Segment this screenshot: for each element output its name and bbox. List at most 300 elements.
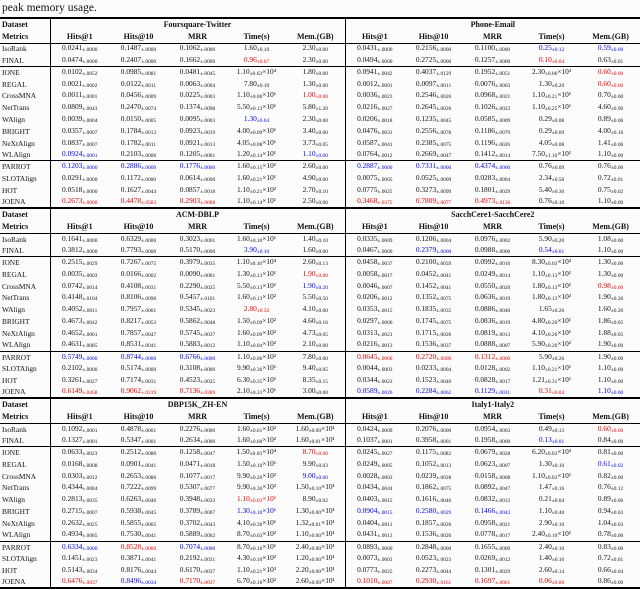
metric-cell <box>463 351 522 363</box>
metric-cell <box>522 459 581 471</box>
metric-std: ±0.00 <box>610 580 624 587</box>
metric-value: 0.60 <box>597 78 611 88</box>
metric-std: ±.0053 <box>141 319 157 326</box>
metric-cell <box>227 161 286 173</box>
dataset-title: DBP15K_ZH-EN <box>167 400 228 410</box>
metric-cell <box>168 245 227 257</box>
metric-exponent: ×10⁴ <box>262 447 277 457</box>
metric-std: ±.0000 <box>377 545 393 552</box>
metric-cell <box>286 173 345 185</box>
metric-std: ±.0023 <box>200 308 216 315</box>
metric-std: ±0.06 <box>315 200 328 207</box>
metric-cell <box>50 257 109 269</box>
metric-cell <box>404 482 463 494</box>
metric-std: ±.0013 <box>436 462 452 469</box>
metric-std: ±.0047 <box>495 486 511 493</box>
metric-cell <box>463 387 522 399</box>
metric-value: 7.80 <box>302 351 316 361</box>
results-table <box>0 17 640 589</box>
metric-value: 0.86 <box>597 576 611 586</box>
method-label: SLOTAlign <box>0 173 50 185</box>
metric-cell <box>50 233 109 245</box>
metric-std: ±.0017 <box>377 272 393 279</box>
metric-value: 0.5347 <box>120 435 142 445</box>
metric-value: 0.61 <box>597 458 611 468</box>
metric-std: ±.0000 <box>495 47 511 54</box>
metric-cell <box>581 553 640 565</box>
metric-cell <box>404 565 463 577</box>
metric-std: ±.0037 <box>200 331 216 338</box>
metric-cell <box>404 541 463 553</box>
metric-value: 0.0589 <box>357 386 378 396</box>
metric-value: 0.7857 <box>120 327 142 337</box>
metric-cell <box>581 328 640 340</box>
metric-value: 0.2930 <box>415 576 437 586</box>
metric-value: 0.0403 <box>357 494 378 504</box>
metric-value: 1.10 <box>236 339 250 349</box>
metric-std: ±.0077 <box>200 486 216 493</box>
metric-cell <box>404 577 463 589</box>
metric-std: ±.0015 <box>377 498 393 505</box>
column-header: Mem.(GB) <box>592 31 629 41</box>
metric-value: 0.5457 <box>179 292 201 302</box>
column-header: Hits@10 <box>418 221 449 231</box>
metric-cell <box>168 435 227 447</box>
metric-std: ±.0003 <box>377 367 393 374</box>
metric-std: ±0.00 <box>610 533 624 540</box>
metric-value: 4.80 <box>531 315 545 325</box>
metric-cell <box>50 351 109 363</box>
corner-dataset-label: Dataset <box>0 398 50 411</box>
metric-std: ±.0044 <box>141 188 157 195</box>
metric-value: 0.1801 <box>474 184 496 194</box>
method-label: IONE <box>0 447 50 459</box>
metric-value: 0.29 <box>538 113 552 123</box>
metric-cell <box>522 185 581 197</box>
metric-std: ±.0000 <box>436 47 452 54</box>
metric-value: 0.2515 <box>62 257 83 267</box>
metric-value: 0.2886 <box>120 161 142 171</box>
metric-std: ±1.10 <box>544 153 558 160</box>
table-row <box>0 90 640 102</box>
metric-std: ±0.00 <box>610 451 624 458</box>
metric-value: 0.10 <box>538 54 552 64</box>
metric-cell <box>522 196 581 208</box>
metric-cell <box>109 328 168 340</box>
metric-std: ±0.00 <box>610 474 624 481</box>
metric-value: 1.10 <box>597 149 611 159</box>
metric-std: ±.0000 <box>141 367 157 374</box>
metric-std: ±.0000 <box>82 545 98 552</box>
metric-exponent: ×10¹ <box>262 541 277 551</box>
metric-std: ±0.31 <box>249 390 263 397</box>
method-label: HOT <box>0 565 50 577</box>
metric-cell <box>581 102 640 114</box>
metric-cell <box>581 245 640 257</box>
metric-cell <box>109 553 168 565</box>
metric-cell <box>109 43 168 55</box>
metric-value: 0.2379 <box>415 244 437 254</box>
metric-std: ±0.13 <box>544 272 558 279</box>
metric-cell <box>581 185 640 197</box>
column-header: MRR <box>187 221 208 231</box>
metric-std: ±.0000 <box>141 58 157 65</box>
metric-std: ±0.04 <box>249 343 263 350</box>
metric-value: 0.72 <box>597 172 611 182</box>
metric-cell <box>581 304 640 316</box>
metric-cell <box>463 506 522 518</box>
method-label: JOENA <box>0 577 50 589</box>
metric-std: ±.0000 <box>436 58 452 65</box>
metric-cell <box>404 423 463 435</box>
metric-std: ±0.00 <box>610 261 624 268</box>
metric-std: ±.0015 <box>377 308 393 315</box>
metric-value: 0.2634 <box>179 435 201 445</box>
metric-value: 0.0587 <box>357 137 378 147</box>
metric-cell <box>227 233 286 245</box>
metric-value: 1.32 <box>295 517 309 527</box>
metric-value: 0.5749 <box>62 351 83 361</box>
metric-cell <box>286 459 345 471</box>
metric-cell <box>345 304 404 316</box>
metric-value: 0.4148 <box>62 292 83 302</box>
metric-std: ±.0023 <box>495 106 511 113</box>
metrics-header-row <box>0 411 640 424</box>
metric-std: ±.0000 <box>82 367 98 374</box>
metric-value: 0.7174 <box>120 374 142 384</box>
column-header: Time(s) <box>538 411 565 421</box>
metric-exponent: ×10³ <box>557 447 572 457</box>
method-label: WLAlign <box>0 529 50 541</box>
metric-std: ±0.00 <box>551 580 565 587</box>
metric-std: ±0.35 <box>249 378 263 385</box>
metric-value: 0.2103 <box>120 149 142 159</box>
metric-value: 2.30 <box>302 43 316 53</box>
metric-std: ±.0013 <box>377 533 393 540</box>
table-row <box>0 387 640 399</box>
metric-std: ±.0009 <box>377 237 393 244</box>
metric-cell <box>50 137 109 149</box>
metric-std: ±.0077 <box>436 200 452 207</box>
metric-value: 0.1627 <box>120 184 142 194</box>
metric-value: 0.0046 <box>357 280 378 290</box>
metric-std: ±.0000 <box>82 355 98 362</box>
metric-value: 0.3812 <box>62 244 83 254</box>
metric-cell <box>50 565 109 577</box>
metric-value: 2.50 <box>302 196 316 206</box>
metric-value: 0.8217 <box>120 315 142 325</box>
metric-exponent: ×10¹ <box>321 517 335 527</box>
table-row <box>0 280 640 292</box>
metric-exponent: ×10⁴ <box>262 257 277 267</box>
metric-value: 0.0249 <box>357 458 378 468</box>
metric-std: ±0.04 <box>551 390 565 397</box>
metric-cell <box>168 471 227 483</box>
metric-std: ±.0041 <box>141 343 157 350</box>
metric-std: ±.0000 <box>377 47 393 54</box>
metric-std: ±0.40 <box>551 510 565 517</box>
metric-value: 2.10 <box>302 339 316 349</box>
metric-std: ±0.00 <box>308 427 322 434</box>
metric-value: 1.21 <box>531 374 545 384</box>
metric-value: 1.08 <box>597 233 611 243</box>
metric-value: 4.60 <box>597 102 611 112</box>
metric-std: ±0.16 <box>315 319 328 326</box>
method-label: PARROT <box>0 541 50 553</box>
metric-exponent: ×10² <box>262 315 277 325</box>
metric-value: 0.1616 <box>415 494 437 504</box>
metric-value: 0.2276 <box>179 423 201 433</box>
metric-cell <box>286 161 345 173</box>
metric-std: ±0.10 <box>551 521 565 528</box>
metric-std: ±0.21 <box>544 367 558 374</box>
metric-value: 1.10 <box>236 90 250 100</box>
metric-std: ±0.04 <box>551 498 565 505</box>
column-header: Time(s) <box>243 411 270 421</box>
metric-std: ±0.01 <box>308 521 322 528</box>
metric-cell <box>404 506 463 518</box>
metric-value: 0.0921 <box>179 137 201 147</box>
metric-std: ±0.00 <box>315 82 328 89</box>
metric-value: 0.2848 <box>415 541 437 551</box>
metric-std: ±.0062 <box>436 390 452 397</box>
metric-cell <box>227 304 286 316</box>
metric-std: ±.0044 <box>141 569 157 576</box>
metric-std: ±.0001 <box>82 427 98 434</box>
metric-cell <box>404 269 463 281</box>
metric-value: 0.1026 <box>474 102 496 112</box>
metric-cell <box>50 114 109 126</box>
metric-cell <box>522 363 581 375</box>
table-row <box>0 67 640 79</box>
metric-exponent: ×10¹ <box>262 196 277 206</box>
metric-std: ±0.13 <box>249 284 263 291</box>
method-label: BRIGHT <box>0 126 50 138</box>
metric-std: ±.0002 <box>495 237 511 244</box>
metric-value: 1.04 <box>597 517 611 527</box>
metric-cell <box>109 257 168 269</box>
metric-value: 3.90 <box>243 244 257 254</box>
metric-std: ±.0000 <box>141 248 157 255</box>
metric-std: ±.0028 <box>436 474 452 481</box>
metric-value: 5.90 <box>531 339 545 349</box>
metric-value: 4.90 <box>302 172 316 182</box>
metric-exponent: ×10¹ <box>321 541 335 551</box>
metric-exponent: ×10¹ <box>557 315 572 325</box>
metric-value: 0.2653 <box>120 470 142 480</box>
metric-cell <box>463 292 522 304</box>
table-row <box>0 173 640 185</box>
metric-std: ±.0041 <box>377 141 393 148</box>
metric-cell <box>345 553 404 565</box>
metric-cell <box>345 269 404 281</box>
metric-cell <box>463 196 522 208</box>
table-row <box>0 351 640 363</box>
metric-cell <box>168 196 227 208</box>
method-label: JOENA <box>0 196 50 208</box>
metric-std: ±0.09 <box>551 165 565 172</box>
metric-cell <box>168 126 227 138</box>
metric-value: 0.0239 <box>415 470 437 480</box>
metric-std: ±.0021 <box>495 521 511 528</box>
metric-cell <box>522 90 581 102</box>
metric-std: ±.0000 <box>200 248 216 255</box>
metric-std: ±.0104 <box>82 296 98 303</box>
metric-cell <box>109 55 168 67</box>
metric-value: 0.0344 <box>357 374 378 384</box>
metric-value: 5.90 <box>538 351 552 361</box>
metric-std: ±.0013 <box>377 343 393 350</box>
metric-value: 0.3023 <box>179 233 201 243</box>
metric-cell <box>168 494 227 506</box>
metric-value: 0.1523 <box>415 374 437 384</box>
metric-value: 0.0901 <box>120 458 142 468</box>
metric-cell <box>522 541 581 553</box>
metric-cell <box>168 173 227 185</box>
metric-value: 1.10 <box>597 386 611 396</box>
metric-cell <box>345 137 404 149</box>
metric-std: ±.0019 <box>495 319 511 326</box>
metric-cell <box>345 196 404 208</box>
metric-std: ±.0015 <box>377 510 393 517</box>
metric-value: 0.0968 <box>474 90 496 100</box>
metric-std: ±0.10 <box>544 533 558 540</box>
metric-std: ±0.03 <box>544 474 558 481</box>
metric-value: 0.6263 <box>120 494 142 504</box>
metric-exponent: ×10² <box>262 470 277 480</box>
metric-std: ±.0035 <box>200 261 216 268</box>
metric-value: 0.1662 <box>179 54 201 64</box>
metric-value: 1.10 <box>295 529 309 539</box>
metric-value: 0.63 <box>597 54 611 64</box>
metric-cell <box>522 351 581 363</box>
metric-value: 0.2284 <box>415 386 437 396</box>
method-label: CrossMNA <box>0 90 50 102</box>
column-header: Hits@10 <box>123 411 154 421</box>
metric-cell <box>109 90 168 102</box>
metric-value: 0.0102 <box>62 67 83 77</box>
metric-value: 0.3948 <box>179 494 201 504</box>
metric-cell <box>522 67 581 79</box>
metric-value: 0.0291 <box>62 172 83 182</box>
metric-value: 0.1745 <box>415 315 437 325</box>
metric-cell <box>581 90 640 102</box>
metric-cell <box>286 423 345 435</box>
metric-std: ±.0000 <box>82 47 98 54</box>
metric-value: 2.30 <box>531 67 545 77</box>
table-row <box>0 423 640 435</box>
metric-value: 0.0809 <box>62 102 83 112</box>
metric-std: ±.0003 <box>377 557 393 564</box>
metric-std: ±0.10 <box>249 261 263 268</box>
metric-value: 0.0893 <box>357 541 378 551</box>
metric-std: ±.0000 <box>141 47 157 54</box>
metric-std: ±.0017 <box>495 533 511 540</box>
metric-exponent: ×10² <box>262 351 277 361</box>
metric-cell <box>404 233 463 245</box>
metric-value: 0.1301 <box>474 565 496 575</box>
metric-std: ±.0000 <box>200 545 216 552</box>
metric-value: 0.13 <box>538 435 552 445</box>
metric-cell <box>286 506 345 518</box>
metric-value: 0.1235 <box>415 113 437 123</box>
metric-value: 0.5862 <box>179 315 201 325</box>
metric-exponent: ×10¹ <box>262 280 277 290</box>
metric-std: ±0.00 <box>610 94 624 101</box>
metric-std: ±.0075 <box>436 486 452 493</box>
metric-value: 0.0011 <box>62 90 83 100</box>
method-label: FINAL <box>0 435 50 447</box>
metric-cell <box>522 506 581 518</box>
metric-cell <box>522 78 581 90</box>
metric-cell <box>227 114 286 126</box>
metric-std: ±0.00 <box>315 71 328 78</box>
metric-value: 0.6766 <box>179 351 201 361</box>
metric-value: 0.5170 <box>179 244 201 254</box>
metric-std: ±0.36 <box>249 486 263 493</box>
metric-exponent: ×10¹ <box>557 374 572 384</box>
metric-cell <box>345 161 404 173</box>
metric-cell <box>286 482 345 494</box>
metric-std: ±.0084 <box>82 486 98 493</box>
metric-cell <box>345 292 404 304</box>
method-label: IONE <box>0 67 50 79</box>
metric-cell <box>109 67 168 79</box>
metric-value: 0.1697 <box>474 576 496 586</box>
metric-std: ±0.16 <box>249 580 263 587</box>
metric-value: 1.10 <box>597 363 611 373</box>
metric-cell <box>286 114 345 126</box>
metric-value: 4.30 <box>236 553 250 563</box>
column-header: Hits@10 <box>123 221 154 231</box>
metric-cell <box>50 280 109 292</box>
metric-std: ±.0001 <box>82 439 98 446</box>
metric-cell <box>168 43 227 55</box>
dataset-title: ACM-DBLP <box>175 209 220 219</box>
metric-cell <box>522 233 581 245</box>
metric-cell <box>345 149 404 161</box>
metric-cell <box>168 375 227 387</box>
metric-cell <box>522 245 581 257</box>
metric-std: ±.0012 <box>495 557 511 564</box>
metric-cell <box>109 387 168 399</box>
metric-exponent: ×10¹ <box>262 458 277 468</box>
metric-std: ±0.00 <box>315 272 328 279</box>
metric-std: ±0.15 <box>315 378 328 385</box>
metric-cell <box>50 529 109 541</box>
metric-cell <box>286 351 345 363</box>
metric-value: 0.94 <box>597 506 611 516</box>
metric-value: 0.1952 <box>474 67 496 77</box>
metric-value: 0.1327 <box>62 435 83 445</box>
metric-cell <box>404 78 463 90</box>
metric-cell <box>404 280 463 292</box>
metric-std: ±0.00 <box>315 94 328 101</box>
metric-cell <box>227 102 286 114</box>
metric-std: ±0.01 <box>308 439 322 446</box>
metric-value: 0.4344 <box>62 482 83 492</box>
metric-cell <box>50 577 109 589</box>
metric-value: 0.5938 <box>120 506 142 516</box>
metric-value: 0.0550 <box>474 280 496 290</box>
metric-cell <box>404 459 463 471</box>
metric-std: ±0.00 <box>610 200 624 207</box>
metric-std: ±0.00 <box>315 129 328 136</box>
metric-std: ±.0000 <box>200 427 216 434</box>
metric-value: 0.2580 <box>415 506 437 516</box>
metric-std: ±0.90 <box>610 106 624 113</box>
metric-exponent: ×10³ <box>262 565 277 575</box>
